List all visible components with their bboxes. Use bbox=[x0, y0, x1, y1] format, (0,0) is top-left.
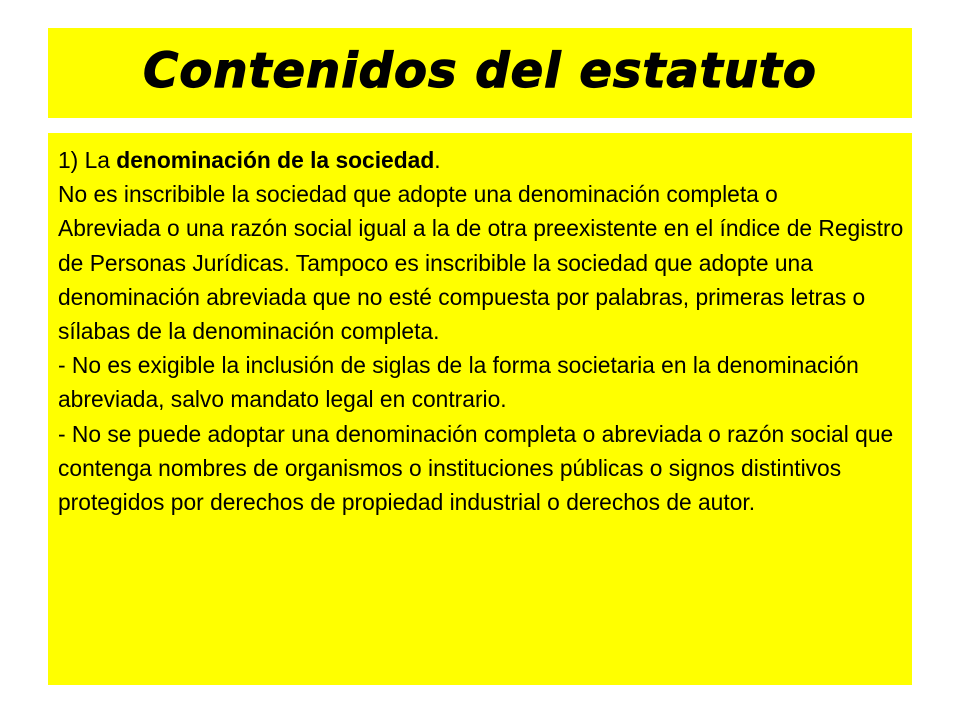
paragraph-4: - No es exigible la inclusión de siglas de la forma societaria en la denominación abreviada, salvo mandato legal en contrario. bbox=[58, 352, 859, 413]
paragraph-1 bbox=[58, 143, 904, 177]
paragraph-2: No es inscribible la sociedad que adopte una denominación completa o bbox=[58, 181, 778, 208]
content-panel bbox=[48, 133, 912, 685]
title-banner bbox=[48, 28, 912, 118]
paragraph-3: Abreviada o una razón social igual a la de otra preexistente en el índice de Registro de Personas Jurídicas. Tampoco es inscribible la sociedad que adopte una denominación abreviada que no esté compuesta por palabras, primeras letras o sílabas de la denominación completa. bbox=[58, 215, 904, 345]
slide-title: Contenidos del estatuto bbox=[143, 43, 817, 99]
content-text bbox=[58, 143, 904, 519]
paragraph-1-prefix: 1) La bbox=[58, 147, 117, 173]
paragraph-1-bold-term: denominación de la sociedad bbox=[116, 147, 435, 173]
paragraph-5: - No se puede adoptar una denominación completa o abreviada o razón social que contenga nombres de organismos o instituciones públicas o signos distintivos protegidos por derechos de propiedad industrial o derechos de autor. bbox=[58, 420, 894, 516]
paragraph-1-end: . bbox=[434, 147, 441, 173]
